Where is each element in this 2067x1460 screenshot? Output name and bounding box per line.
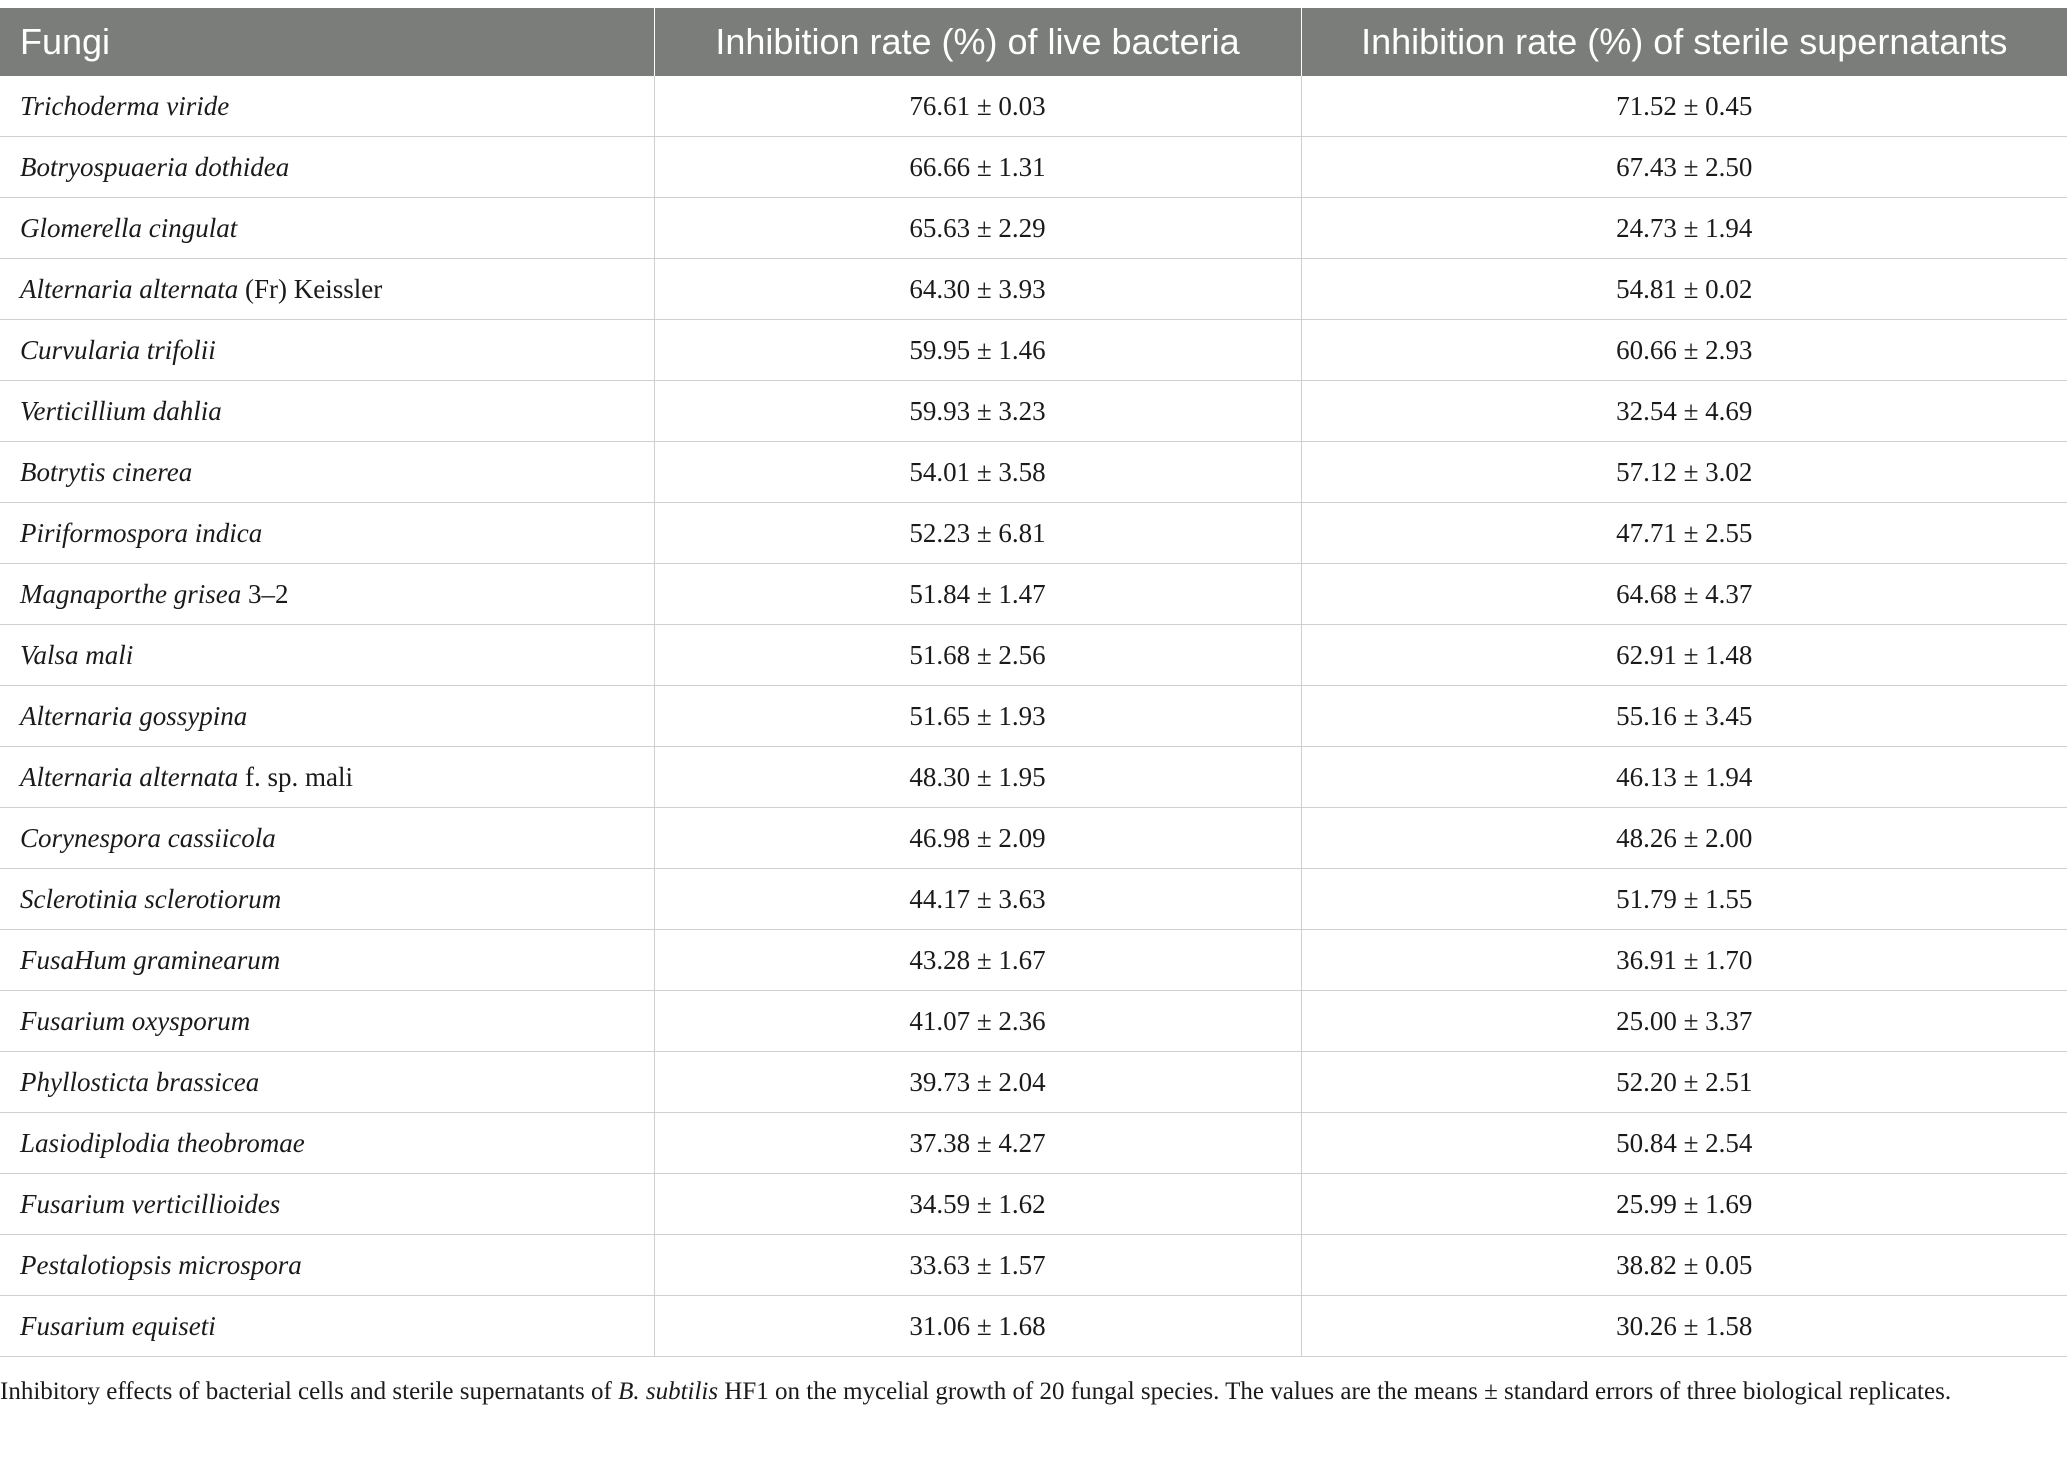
species-name: Alternaria gossypina: [20, 700, 248, 731]
live-bacteria-rate-cell: 31.06 ± 1.68: [654, 1296, 1301, 1357]
supernatant-rate-cell: 71.52 ± 0.45: [1301, 76, 2067, 137]
table-row: [0, 747, 2067, 808]
species-name: Fusarium verticillioides: [20, 1188, 281, 1219]
header-fungi: Fungi: [0, 8, 654, 76]
species-name: Curvularia trifolii: [20, 334, 216, 365]
table-row: [0, 1174, 2067, 1235]
species-name: Botrytis cinerea: [20, 456, 193, 487]
live-bacteria-rate-cell: 59.95 ± 1.46: [654, 320, 1301, 381]
live-bacteria-rate-cell: 51.68 ± 2.56: [654, 625, 1301, 686]
supernatant-rate-cell: 60.66 ± 2.93: [1301, 320, 2067, 381]
species-name: Fusarium oxysporum: [20, 1005, 251, 1036]
live-bacteria-rate-cell: 59.93 ± 3.23: [654, 381, 1301, 442]
inhibition-table: [0, 8, 2067, 1357]
supernatant-rate-cell: 64.68 ± 4.37: [1301, 564, 2067, 625]
table-row: [0, 76, 2067, 137]
table-row: [0, 442, 2067, 503]
fungus-name-cell: [0, 320, 654, 381]
supernatant-rate-cell: 50.84 ± 2.54: [1301, 1113, 2067, 1174]
supernatant-rate-cell: 48.26 ± 2.00: [1301, 808, 2067, 869]
supernatant-rate-cell: 38.82 ± 0.05: [1301, 1235, 2067, 1296]
species-name: Corynespora cassiicola: [20, 822, 276, 853]
live-bacteria-rate-cell: 48.30 ± 1.95: [654, 747, 1301, 808]
table-row: [0, 1296, 2067, 1357]
fungus-name-cell: [0, 747, 654, 808]
table-row: [0, 1052, 2067, 1113]
species-name: Fusarium equiseti: [20, 1310, 216, 1341]
fungus-name-cell: [0, 1174, 654, 1235]
species-name: Phyllosticta brassicea: [20, 1066, 260, 1097]
supernatant-rate-cell: 57.12 ± 3.02: [1301, 442, 2067, 503]
live-bacteria-rate-cell: 51.84 ± 1.47: [654, 564, 1301, 625]
fungus-name-cell: [0, 503, 654, 564]
live-bacteria-rate-cell: 43.28 ± 1.67: [654, 930, 1301, 991]
fungus-name-cell: [0, 1235, 654, 1296]
caption-text-before: Inhibitory effects of bacterial cells and sterile supernatants of: [0, 1378, 619, 1405]
supernatant-rate-cell: 67.43 ± 2.50: [1301, 137, 2067, 198]
table-row: [0, 991, 2067, 1052]
species-name: Alternaria alternata: [20, 273, 239, 304]
fungus-name-cell: [0, 869, 654, 930]
table-row: [0, 198, 2067, 259]
supernatant-rate-cell: 24.73 ± 1.94: [1301, 198, 2067, 259]
species-name: Botryospuaeria dothidea: [20, 151, 290, 182]
table-body: [0, 76, 2067, 1357]
live-bacteria-rate-cell: 51.65 ± 1.93: [654, 686, 1301, 747]
supernatant-rate-cell: 46.13 ± 1.94: [1301, 747, 2067, 808]
species-name: Valsa mali: [20, 639, 134, 670]
table-header-row: [0, 8, 2067, 76]
supernatant-rate-cell: 25.99 ± 1.69: [1301, 1174, 2067, 1235]
table-row: [0, 320, 2067, 381]
fungus-name-cell: [0, 564, 654, 625]
live-bacteria-rate-cell: 52.23 ± 6.81: [654, 503, 1301, 564]
fungus-name-cell: [0, 442, 654, 503]
supernatant-rate-cell: 47.71 ± 2.55: [1301, 503, 2067, 564]
live-bacteria-rate-cell: 41.07 ± 2.36: [654, 991, 1301, 1052]
table-row: [0, 808, 2067, 869]
species-name: Glomerella cingulat: [20, 212, 238, 243]
fungus-name-cell: [0, 625, 654, 686]
live-bacteria-rate-cell: 64.30 ± 3.93: [654, 259, 1301, 320]
supernatant-rate-cell: 62.91 ± 1.48: [1301, 625, 2067, 686]
header-sterile-supernatants: Inhibition rate (%) of sterile supernatants: [1301, 8, 2067, 76]
species-name: Alternaria alternata: [20, 761, 239, 792]
live-bacteria-rate-cell: 46.98 ± 2.09: [654, 808, 1301, 869]
supernatant-rate-cell: 32.54 ± 4.69: [1301, 381, 2067, 442]
live-bacteria-rate-cell: 39.73 ± 2.04: [654, 1052, 1301, 1113]
supernatant-rate-cell: 55.16 ± 3.45: [1301, 686, 2067, 747]
species-suffix: f. sp. mali: [238, 761, 353, 792]
fungus-name-cell: [0, 991, 654, 1052]
fungus-name-cell: [0, 1052, 654, 1113]
species-suffix: (Fr) Keissler: [238, 273, 383, 304]
table-row: [0, 503, 2067, 564]
table-row: [0, 259, 2067, 320]
species-name: Magnaporthe grisea: [20, 578, 242, 609]
fungus-name-cell: [0, 930, 654, 991]
caption-text-after: HF1 on the mycelial growth of 20 fungal species. The values are the means ± standard errors of three biological replicates.: [718, 1378, 1952, 1405]
species-name: Piriformospora indica: [20, 517, 263, 548]
species-name: Lasiodiplodia theobromae: [20, 1127, 305, 1158]
fungus-name-cell: [0, 381, 654, 442]
supernatant-rate-cell: 54.81 ± 0.02: [1301, 259, 2067, 320]
live-bacteria-rate-cell: 44.17 ± 3.63: [654, 869, 1301, 930]
supernatant-rate-cell: 52.20 ± 2.51: [1301, 1052, 2067, 1113]
live-bacteria-rate-cell: 33.63 ± 1.57: [654, 1235, 1301, 1296]
fungus-name-cell: [0, 198, 654, 259]
table-row: [0, 686, 2067, 747]
supernatant-rate-cell: 36.91 ± 1.70: [1301, 930, 2067, 991]
table-row: [0, 381, 2067, 442]
caption-organism: B. subtilis: [618, 1378, 719, 1405]
species-name: Trichoderma viride: [20, 90, 230, 121]
fungus-name-cell: [0, 259, 654, 320]
species-suffix: 3–2: [241, 578, 289, 609]
live-bacteria-rate-cell: 34.59 ± 1.62: [654, 1174, 1301, 1235]
fungus-name-cell: [0, 1296, 654, 1357]
live-bacteria-rate-cell: 76.61 ± 0.03: [654, 76, 1301, 137]
fungus-name-cell: [0, 76, 654, 137]
table-row: [0, 564, 2067, 625]
table-row: [0, 930, 2067, 991]
live-bacteria-rate-cell: 65.63 ± 2.29: [654, 198, 1301, 259]
supernatant-rate-cell: 51.79 ± 1.55: [1301, 869, 2067, 930]
fungus-name-cell: [0, 686, 654, 747]
supernatant-rate-cell: 30.26 ± 1.58: [1301, 1296, 2067, 1357]
species-name: Sclerotinia sclerotiorum: [20, 883, 282, 914]
header-live-bacteria: Inhibition rate (%) of live bacteria: [654, 8, 1301, 76]
live-bacteria-rate-cell: 54.01 ± 3.58: [654, 442, 1301, 503]
live-bacteria-rate-cell: 66.66 ± 1.31: [654, 137, 1301, 198]
fungus-name-cell: [0, 1113, 654, 1174]
fungus-name-cell: [0, 137, 654, 198]
supernatant-rate-cell: 25.00 ± 3.37: [1301, 991, 2067, 1052]
table-row: [0, 1235, 2067, 1296]
table-row: [0, 137, 2067, 198]
live-bacteria-rate-cell: 37.38 ± 4.27: [654, 1113, 1301, 1174]
species-name: Verticillium dahlia: [20, 395, 222, 426]
table-row: [0, 1113, 2067, 1174]
species-name: Pestalotiopsis microspora: [20, 1249, 302, 1280]
results-table-container: [0, 8, 2067, 1357]
species-name: FusaHum graminearum: [20, 944, 281, 975]
table-row: [0, 625, 2067, 686]
fungus-name-cell: [0, 808, 654, 869]
table-caption: [0, 1372, 2040, 1412]
table-row: [0, 869, 2067, 930]
